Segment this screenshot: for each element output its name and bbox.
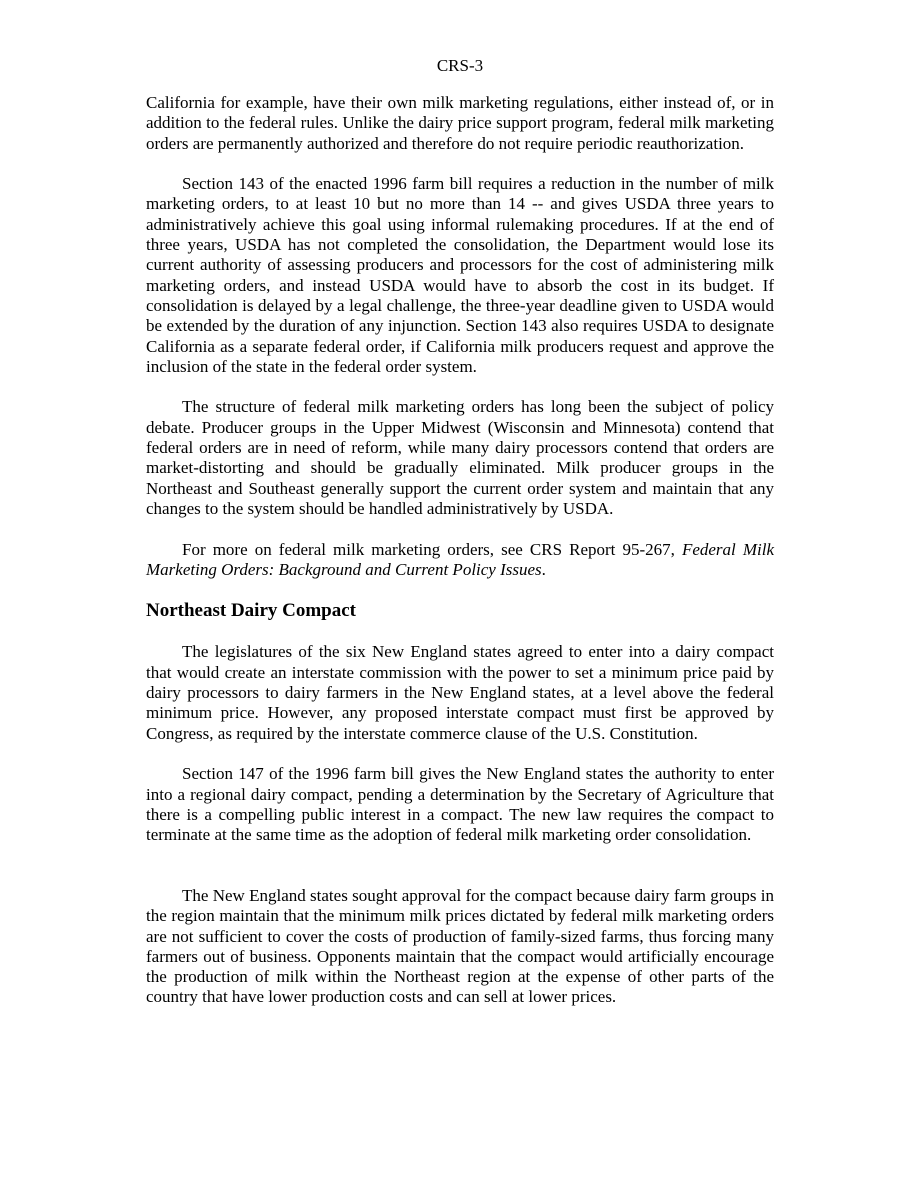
paragraph-compact-intro: The legislatures of the six New England states agreed to enter into a dairy compact that would create an interstate commission with the power to set a minimum price paid by dairy processors to dairy farmers in the New England states, at a level above the federal minimum price. However, any proposed interstate compact must first be approved by Congress, as required by the interstate commerce clause of the U.S. Constitution. [146,642,774,743]
paragraph-section-147: Section 147 of the 1996 farm bill gives the New England states the authority to enter into a regional dairy compact, pending a determination by the Secretary of Agriculture that there is a compelling public interest in a compact. The new law requires the compact to terminate at the same time as the adoption of federal milk marketing order consolidation. [146,764,774,845]
report-title: Federal Milk Marketing Orders: Background and Current Policy Issues [146,539,774,579]
paragraph-continuation: California for example, have their own milk marketing regulations, either instead of, or in addition to the federal rules. Unlike the dairy price support program, federal milk marketing orders are permanently authorized and therefore do not require periodic reauthorization. [146,93,774,153]
paragraph-compact-approval: The New England states sought approval for the compact because dairy farm groups in the region maintain that the minimum milk prices dictated by federal milk marketing orders are not sufficient to cover the costs of production of family-sized farms, thus forcing many farmers out of business. Opponents maintain that the compact would artificially encourage the production of milk within the Northeast region at the expense of other parts of the country that have lower production costs and can sell at lower prices. [146,885,774,1007]
reference-suffix: . [541,559,546,579]
paragraph-structure-debate: The structure of federal milk marketing orders has long been the subject of policy debate. Producer groups in the Upper Midwest (Wisconsin and Minnesota) contend that federal orders are in need of reform, while many dairy processors contend that orders are market-distorting and should be gradually eliminated. Milk producer groups in the Northeast and Southeast generally support the current order system and maintain that any changes to the system should be handled administratively by USDA. [146,397,774,518]
paragraph-section-143: Section 143 of the enacted 1996 farm bill requires a reduction in the number of milk marketing orders, to at least 10 but no more than 14 -- and gives USDA three years to administratively achieve this goal using informal rulemaking procedures. If at the end of three years, USDA has not completed the consolidation, the Department would lose its current authority of assessing producers and processors for the cost of administering milk marketing orders, and instead USDA would have to absorb the cost in its budget. If consolidation is delayed by a legal challenge, the three-year deadline given to USDA would be extended by the duration of any injunction. Section 143 also requires USDA to designate California as a separate federal order, if California milk producers request and approve the inclusion of the state in the federal order system. [146,174,774,376]
paragraph-reference [146,540,774,581]
section-heading: Northeast Dairy Compact [146,600,357,622]
page-number: CRS-3 [436,56,484,75]
document-body [146,93,774,1028]
reference-prefix: For more on federal milk marketing orders, see CRS Report 95-267, [182,539,682,559]
